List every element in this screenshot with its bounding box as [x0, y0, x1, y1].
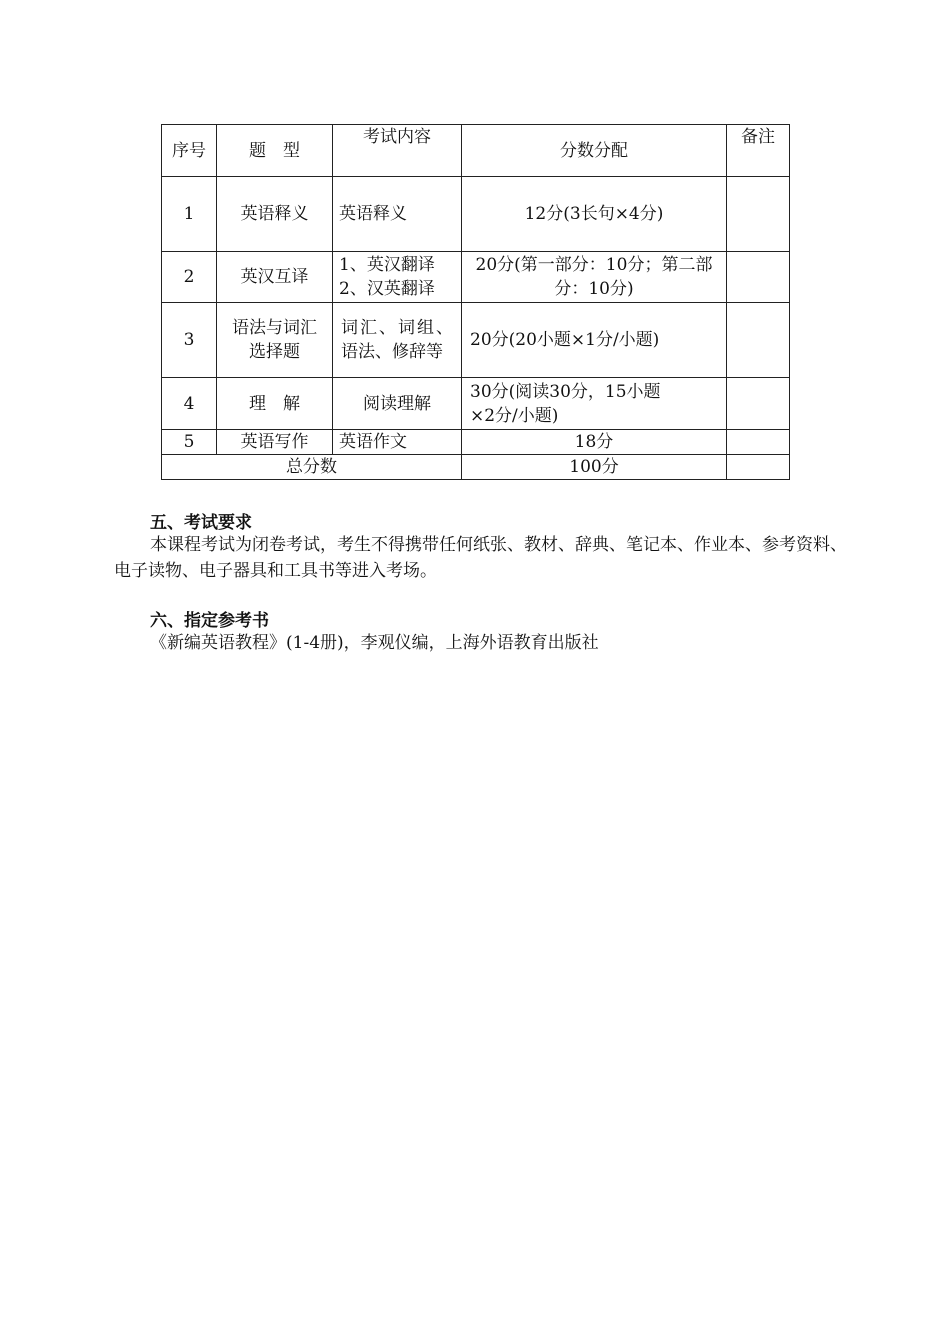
table-header-row: [162, 125, 790, 177]
table-total-row: [162, 455, 790, 480]
total-label: 总分数: [162, 455, 462, 480]
table-row: [162, 303, 790, 378]
row-note: [727, 252, 790, 303]
total-score: 100分: [462, 455, 727, 480]
table-row: [162, 430, 790, 455]
section5-body: 本课程考试为闭卷考试，考生不得携带任何纸张、教材、辞典、笔记本、作业本、参考资料、电子读物、电子器具和工具书等进入考场。: [114, 535, 847, 581]
row-content: 词汇、词组、语法、修辞等: [333, 303, 462, 378]
row-score: 30分(阅读30分，15小题×2分/小题): [462, 378, 727, 430]
row-content: 阅读理解: [333, 378, 462, 430]
header-content: 考试内容: [333, 125, 462, 177]
row-note: [727, 430, 790, 455]
row-type: 英语写作: [217, 430, 333, 455]
row-seq: 2: [162, 252, 217, 303]
header-seq: 序号: [162, 125, 217, 177]
row-score: 20分(20小题×1分/小题): [462, 303, 727, 378]
header-type: 题 型: [217, 125, 333, 177]
row-seq: 4: [162, 378, 217, 430]
section6-body: 《新编英语教程》(1-4册)，李观仪编，上海外语教育出版社: [150, 633, 599, 653]
row-type: 英语释义: [217, 177, 333, 252]
row-score: 20分(第一部分：10分；第二部分：10分): [462, 252, 727, 303]
section6-title: 六、指定参考书: [150, 611, 269, 631]
row-note: [727, 378, 790, 430]
table-row: [162, 252, 790, 303]
table-row: [162, 177, 790, 252]
row-type: 理 解: [217, 378, 333, 430]
row-content: 英语作文: [333, 430, 462, 455]
row-seq: 3: [162, 303, 217, 378]
row-seq: 5: [162, 430, 217, 455]
exam-structure-table: [161, 124, 790, 480]
row-type: 英汉互译: [217, 252, 333, 303]
header-score: 分数分配: [462, 125, 727, 177]
row-content: 英语释义: [333, 177, 462, 252]
row-score: 18分: [462, 430, 727, 455]
row-score: 12分(3长句×4分): [462, 177, 727, 252]
row-note: [727, 303, 790, 378]
header-note: 备注: [727, 125, 790, 177]
table-row: [162, 378, 790, 430]
row-seq: 1: [162, 177, 217, 252]
total-note: [727, 455, 790, 480]
row-content: 1、英汉翻译 2、汉英翻译: [333, 252, 462, 303]
row-note: [727, 177, 790, 252]
row-type: 语法与词汇选择题: [217, 303, 333, 378]
section5-title: 五、考试要求: [150, 513, 252, 533]
